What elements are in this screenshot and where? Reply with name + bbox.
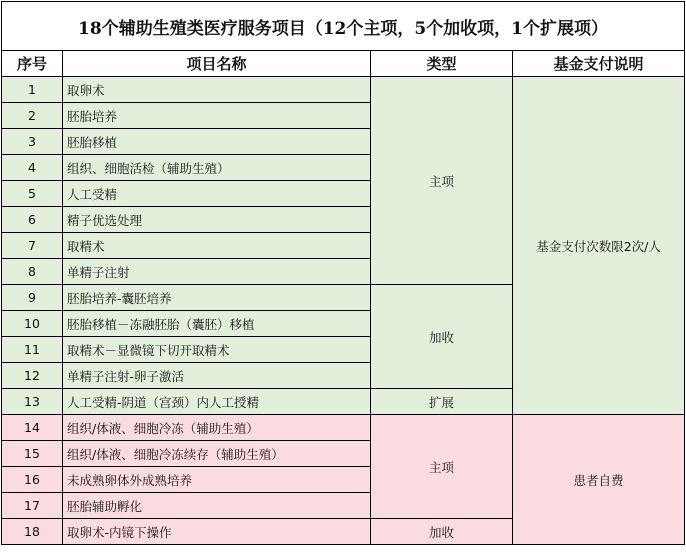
row-name: 胚胎移植 xyxy=(63,129,371,155)
service-items-table xyxy=(1,1,685,545)
type-cell: 主项 xyxy=(371,77,513,285)
row-no: 1 xyxy=(2,77,63,103)
row-no: 17 xyxy=(2,493,63,519)
row-no: 15 xyxy=(2,441,63,467)
row-name: 未成熟卵体外成熟培养 xyxy=(63,467,371,493)
row-no: 7 xyxy=(2,233,63,259)
fund-cell: 患者自费 xyxy=(513,415,685,545)
row-name: 人工受精 xyxy=(63,181,371,207)
row-name: 取精术 xyxy=(63,233,371,259)
row-name: 胚胎辅助孵化 xyxy=(63,493,371,519)
table-row xyxy=(2,77,685,103)
row-name: 胚胎培养-囊胚培养 xyxy=(63,285,371,311)
row-no: 16 xyxy=(2,467,63,493)
row-name: 单精子注射-卵子激活 xyxy=(63,363,371,389)
row-no: 11 xyxy=(2,337,63,363)
header-no: 序号 xyxy=(2,51,63,77)
row-name: 单精子注射 xyxy=(63,259,371,285)
row-no: 6 xyxy=(2,207,63,233)
type-cell: 加收 xyxy=(371,519,513,545)
row-name: 组织/体液、细胞冷冻（辅助生殖） xyxy=(63,415,371,441)
fund-cell: 基金支付次数限2次/人 xyxy=(513,77,685,415)
row-name: 胚胎培养 xyxy=(63,103,371,129)
row-no: 2 xyxy=(2,103,63,129)
row-name: 组织/体液、细胞冷冻续存（辅助生殖） xyxy=(63,441,371,467)
row-name: 人工受精-阴道（宫颈）内人工授精 xyxy=(63,389,371,415)
row-no: 13 xyxy=(2,389,63,415)
row-name: 取精术－显微镜下切开取精术 xyxy=(63,337,371,363)
row-name: 胚胎移植－冻融胚胎（囊胚）移植 xyxy=(63,311,371,337)
row-no: 8 xyxy=(2,259,63,285)
table-row xyxy=(2,415,685,441)
row-name: 精子优选处理 xyxy=(63,207,371,233)
row-no: 12 xyxy=(2,363,63,389)
row-no: 4 xyxy=(2,155,63,181)
row-name: 取卵术-内镜下操作 xyxy=(63,519,371,545)
type-cell: 扩展 xyxy=(371,389,513,415)
header-name: 项目名称 xyxy=(63,51,371,77)
type-cell: 加收 xyxy=(371,285,513,389)
row-no: 9 xyxy=(2,285,63,311)
header-type: 类型 xyxy=(371,51,513,77)
row-no: 18 xyxy=(2,519,63,545)
row-no: 5 xyxy=(2,181,63,207)
row-name: 组织、细胞活检（辅助生殖） xyxy=(63,155,371,181)
header-fund: 基金支付说明 xyxy=(513,51,685,77)
row-name: 取卵术 xyxy=(63,77,371,103)
row-no: 10 xyxy=(2,311,63,337)
table-title: 18个辅助生殖类医疗服务项目（12个主项，5个加收项，1个扩展项） xyxy=(2,2,685,51)
row-no: 14 xyxy=(2,415,63,441)
type-cell: 主项 xyxy=(371,415,513,519)
row-no: 3 xyxy=(2,129,63,155)
